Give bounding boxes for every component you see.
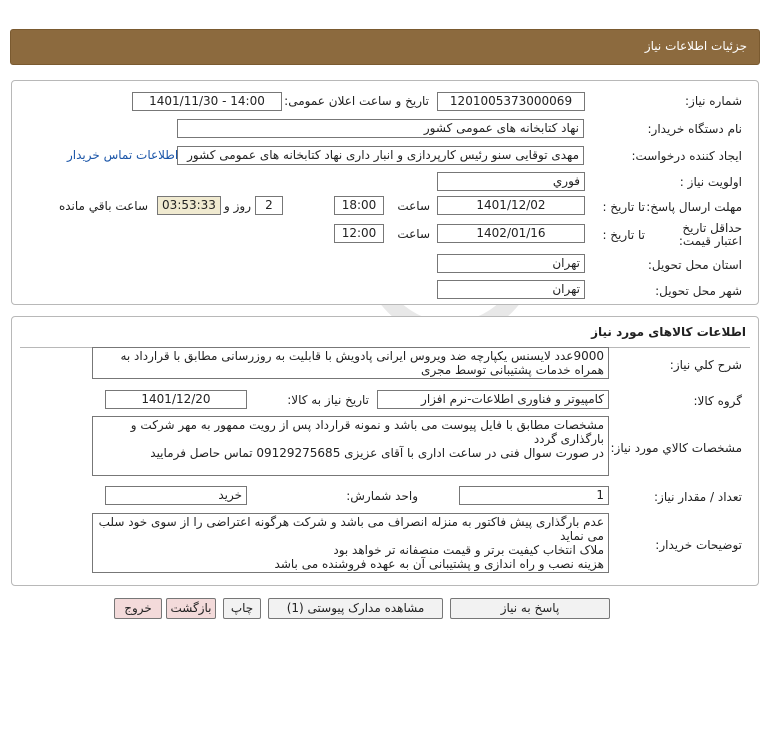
unit-label: واحد شمارش: bbox=[346, 489, 418, 503]
need-info-panel bbox=[11, 80, 759, 305]
goods-section-title: اطلاعات کالاهای مورد نیاز bbox=[591, 325, 746, 339]
requester-field: مهدی توقایی سنو رئیس کارپردازی و انبار داری نهاد کتابخانه های عمومی کشور bbox=[177, 146, 584, 165]
validity-to-date-label: تا تاریخ : bbox=[602, 228, 645, 242]
announce-field: 1401/11/30 - 14:00 bbox=[132, 92, 282, 111]
buyer-org-field: نهاد کتابخانه های عمومی کشور bbox=[177, 119, 584, 138]
need-number-label: شماره نیاز: bbox=[685, 94, 742, 108]
reply-button[interactable]: پاسخ به نیاز bbox=[450, 598, 610, 619]
deadline-time-field: 18:00 bbox=[334, 196, 384, 215]
buyer-org-label: نام دستگاه خریدار: bbox=[647, 122, 742, 136]
remaining-time-field: 03:53:33 bbox=[157, 196, 221, 215]
deadline-date-field: 1401/12/02 bbox=[437, 196, 585, 215]
unit-field: خرید bbox=[105, 486, 247, 505]
goods-group-label: گروه کالا: bbox=[693, 394, 742, 408]
province-field: تهران bbox=[437, 254, 585, 273]
city-label: شهر محل تحویل: bbox=[655, 284, 742, 298]
general-desc-field bbox=[92, 347, 609, 379]
validity-date-field: 1402/01/16 bbox=[437, 224, 585, 243]
remaining-time-label: ساعت باقي مانده bbox=[58, 199, 148, 213]
quantity-field: 1 bbox=[459, 486, 609, 505]
buyer-notes-field bbox=[92, 513, 609, 573]
need-date-label: تاریخ نیاز به کالا: bbox=[287, 393, 369, 407]
announce-label: تاریخ و ساعت اعلان عمومی: bbox=[284, 94, 429, 108]
validity-time-field: 12:00 bbox=[334, 224, 384, 243]
page-title: جزئیات اطلاعات نیاز bbox=[644, 39, 747, 53]
buyer-notes-line: عدم بارگذاری پیش فاکتور به منزله انصراف می باشد و شرکت هرگونه اعتراضی را از سوی خود سلب می نماید bbox=[98, 515, 604, 543]
remaining-days-field: 2 bbox=[255, 196, 283, 215]
buyer-notes-label: توضیحات خریدار: bbox=[655, 538, 742, 552]
print-button[interactable]: چاپ bbox=[223, 598, 261, 619]
priority-label: اولویت نیاز : bbox=[679, 175, 742, 189]
goods-group-field: کامپیوتر و فناوری اطلاعات-نرم افزار bbox=[377, 390, 609, 409]
buyer-contact-link[interactable]: اطلاعات تماس خریدار bbox=[67, 148, 179, 162]
need-number-field: 1201005373000069 bbox=[437, 92, 585, 111]
requester-label: ایجاد کننده درخواست: bbox=[631, 149, 742, 163]
validity-label: حداقل تاریخ اعتبار قیمت: bbox=[678, 221, 742, 248]
quantity-label: تعداد / مقدار نیاز: bbox=[654, 490, 742, 504]
deadline-time-label: ساعت bbox=[397, 199, 430, 213]
general-desc-text: 9000عدد لایسنس یکپارچه ضد ویروس ایرانی پادویش با قابلیت به روزرسانی مطابق با قرارداد به همراه خدمات پشتیبانی توسط مجری bbox=[120, 349, 604, 377]
deadline-to-date-label: تا تاریخ : bbox=[602, 200, 645, 214]
validity-time-label: ساعت bbox=[397, 227, 430, 241]
page-header bbox=[10, 29, 760, 65]
exit-button[interactable]: خروج bbox=[114, 598, 162, 619]
buyer-notes-line: هزینه نصب و راه اندازی و پشتیبانی آن به عهده فروشنده می باشد bbox=[274, 557, 604, 571]
buyer-notes-line: ملاک انتخاب کیفیت برتر و قیمت منصفانه تر خواهد بود bbox=[333, 543, 604, 557]
days-and-label: روز و bbox=[224, 199, 251, 213]
priority-field: فوري bbox=[437, 172, 585, 191]
specs-line: مشخصات مطابق با فایل پیوست می باشد و نمونه قرارداد پس از رویت ممهور به مهر شرکت و بارگذاری گردد bbox=[130, 418, 604, 446]
view-attachments-button[interactable]: مشاهده مدارک پیوستی (1) bbox=[268, 598, 443, 619]
specs-line: در صورت سوال فنی در ساعت اداری با آقای عزیزی 09129275685 تماس حاصل فرمایید bbox=[150, 446, 604, 460]
specs-label: مشخصات کالاي مورد نیاز: bbox=[610, 441, 742, 455]
province-label: استان محل تحویل: bbox=[647, 258, 742, 272]
need-date-field: 1401/12/20 bbox=[105, 390, 247, 409]
general-desc-label: شرح کلي نیاز: bbox=[669, 358, 742, 372]
deadline-label: مهلت ارسال پاسخ: bbox=[646, 200, 742, 214]
city-field: تهران bbox=[437, 280, 585, 299]
specs-field bbox=[92, 416, 609, 476]
back-button[interactable]: بازگشت bbox=[166, 598, 216, 619]
